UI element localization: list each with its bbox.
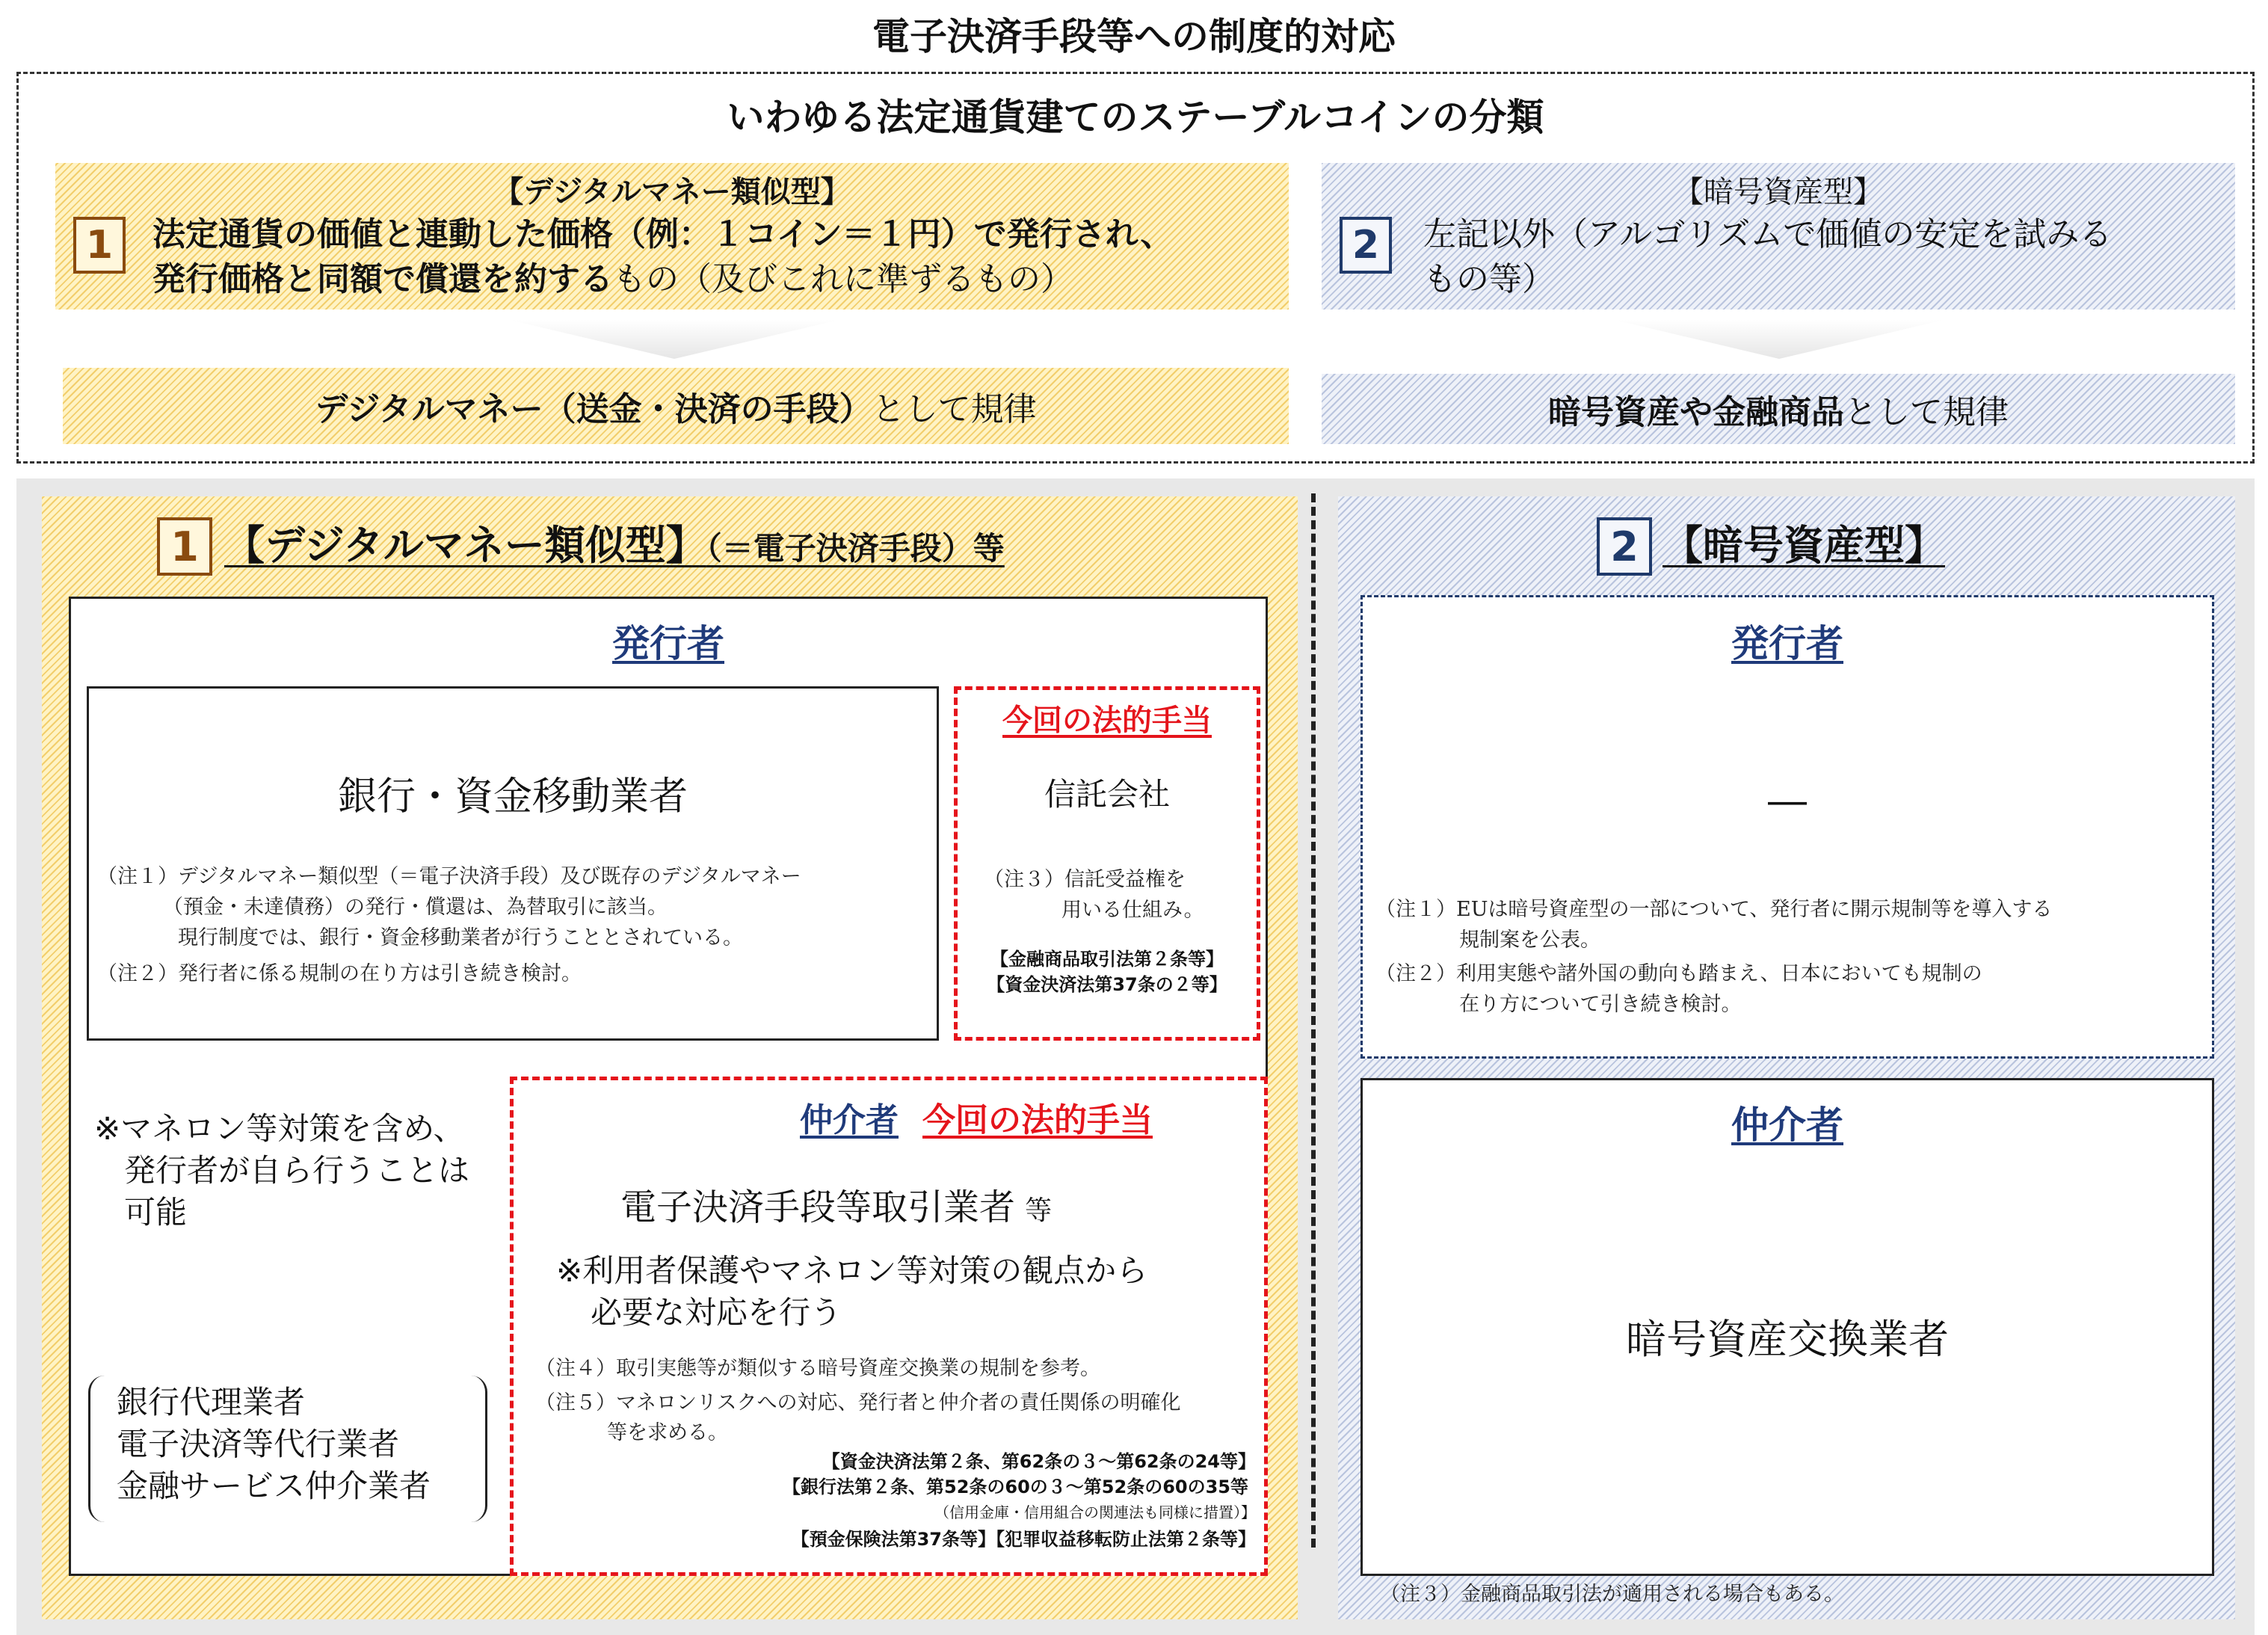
intermediary-heading [800,1096,1263,1145]
classification-left-line1: 法定通貨の価値と連動した価格（例：１コイン＝１円）で発行され、 [152,215,1174,253]
intermediary-label: 仲介者 [800,1101,899,1139]
right-panel-title: 【暗号資産型】 [1663,522,1945,569]
aml-note-1: ※マネロン等対策を含め、 [94,1110,465,1147]
right-intermediary-label [1361,1096,2214,1148]
trust-label-text: 今回の法的手当 [1002,703,1212,738]
classification-left-heading: 【デジタルマネー類似型】 [493,174,851,209]
page-title: 電子決済手段等への制度的対応 [872,15,1396,58]
number-badge-1: 1 [73,217,126,274]
regulation-right-normal: として規律 [1844,393,2009,431]
left-panel-title-suffix: （＝電子決済手段）等 [706,530,1005,567]
right-footnote: （注３）金融商品取引法が適用される場合もある。 [1380,1583,1844,1606]
bank-note-1: （注１）デジタルマネー類似型（＝電子決済手段）及び既存のデジタルマネー [97,865,801,888]
regulation-left [63,368,1289,444]
right-issuer-note-1: （注１）EUは暗号資産型の一部について、発行者に開示規制等を導入する [1375,898,2053,921]
classification-left-line2 [152,257,1274,302]
bank-title: 銀行・資金移動業者 [337,774,688,819]
classification-title: いわゆる法定通貨建てのステーブルコインの分類 [727,96,1544,139]
bank-note-2: （注２）発行者に係る規制の在り方は引き続き検討。 [97,962,582,985]
center-divider [1311,493,1316,1548]
intermediary-bullet-1: ※利用者保護やマネロン等対策の観点から [556,1252,1148,1289]
intermediary-law-4: 【預金保険法第37条等】【犯罪収益移転防止法第２条等】 [791,1529,1256,1550]
regulation-right [1322,374,2235,444]
classification-right-line2: もの等） [1423,260,1555,298]
intermediary-law-3: （信用金庫・信用組合の関連法も同様に措置）】 [934,1503,1256,1521]
trust-law-2: 【資金決済法第37条の２等】 [987,974,1227,995]
intermediary-title [620,1180,1263,1235]
right-issuer-note-2b: 在り方について引き続き検討。 [1459,993,1742,1016]
left-panel-title-main: 【デジタルマネー類似型】 [224,522,706,569]
agent-1: 銀行代理業者 [117,1384,306,1420]
right-issuer-label [1361,615,2214,667]
trust-title: 信託会社 [1044,776,1170,813]
intermediary-title-main: 電子決済手段等取引業者 [620,1186,1016,1228]
trust-note-2: 用いる仕組み。 [1061,899,1204,922]
regulation-left-bold: デジタルマネー（送金・決済の手段） [315,390,872,428]
intermediary-title-suffix: 等 [1025,1195,1053,1226]
intermediary-note-5: （注５）マネロンリスクへの対応、発行者と仲介者の責任関係の明確化 [535,1391,1181,1414]
right-intermediary-value: 暗号資産交換業者 [1626,1315,1949,1363]
intermediary-bullet-2: 必要な対応を行う [591,1294,842,1331]
bank-note-1c: 現行制度では、銀行・資金移動業者が行うこととされている。 [178,926,743,949]
classification-right-heading: 【暗号資産型】 [1674,174,1883,209]
aml-note-3: 可能 [124,1194,188,1231]
regulation-right-bold: 暗号資産や金融商品 [1548,393,1844,431]
right-intermediary-label-text: 仲介者 [1731,1103,1843,1147]
intermediary-legal-label: 今回の法的手当 [922,1101,1153,1139]
classification-right-line1: 左記以外（アルゴリズムで価値の安定を試みる [1423,215,2113,253]
regulation-left-normal: として規律 [872,390,1037,428]
classification-left-line2-bold: 発行価格と同額で償還を約する [152,260,613,298]
classification-left-line2-normal: もの（及びこれに準ずるもの） [613,260,1073,298]
bank-note-1b: （預金・未達債務）の発行・償還は、為替取引に該当。 [163,896,668,919]
trust-law-1: 【金融商品取引法第２条等】 [990,949,1224,970]
intermediary-law-1: 【資金決済法第２条、第62条の３～第62条の24等】 [822,1451,1256,1472]
trust-label [954,697,1260,739]
right-issuer-label-text: 発行者 [1731,622,1843,665]
right-issuer-value: ― [1768,779,1807,824]
left-issuer-label [69,615,1268,667]
aml-note-2: 発行者が自ら行うことは [124,1152,470,1189]
agent-2: 電子決済等代行業者 [117,1426,400,1462]
intermediary-note-4: （注４）取引実態等が類似する暗号資産交換業の規制を参考。 [535,1357,1100,1380]
trust-note-1: （注３）信託受益権を [984,868,1186,891]
left-panel-number-badge: 1 [157,517,212,576]
right-panel-number-badge: 2 [1597,517,1652,576]
intermediary-note-5b: 等を求める。 [607,1421,728,1444]
left-issuer-label-text: 発行者 [612,622,724,665]
right-issuer-note-2: （注２）利用実態や諸外国の動向も踏まえ、日本においても規制の [1375,962,1982,985]
number-badge-2: 2 [1340,217,1392,274]
left-panel-title [224,516,1196,576]
intermediary-law-2: 【銀行法第２条、第52条の60の３～第52条の60の35等 [783,1477,1248,1497]
right-issuer-note-1b: 規制案を公表。 [1459,929,1600,952]
agent-3: 金融サービス仲介業者 [117,1468,431,1504]
